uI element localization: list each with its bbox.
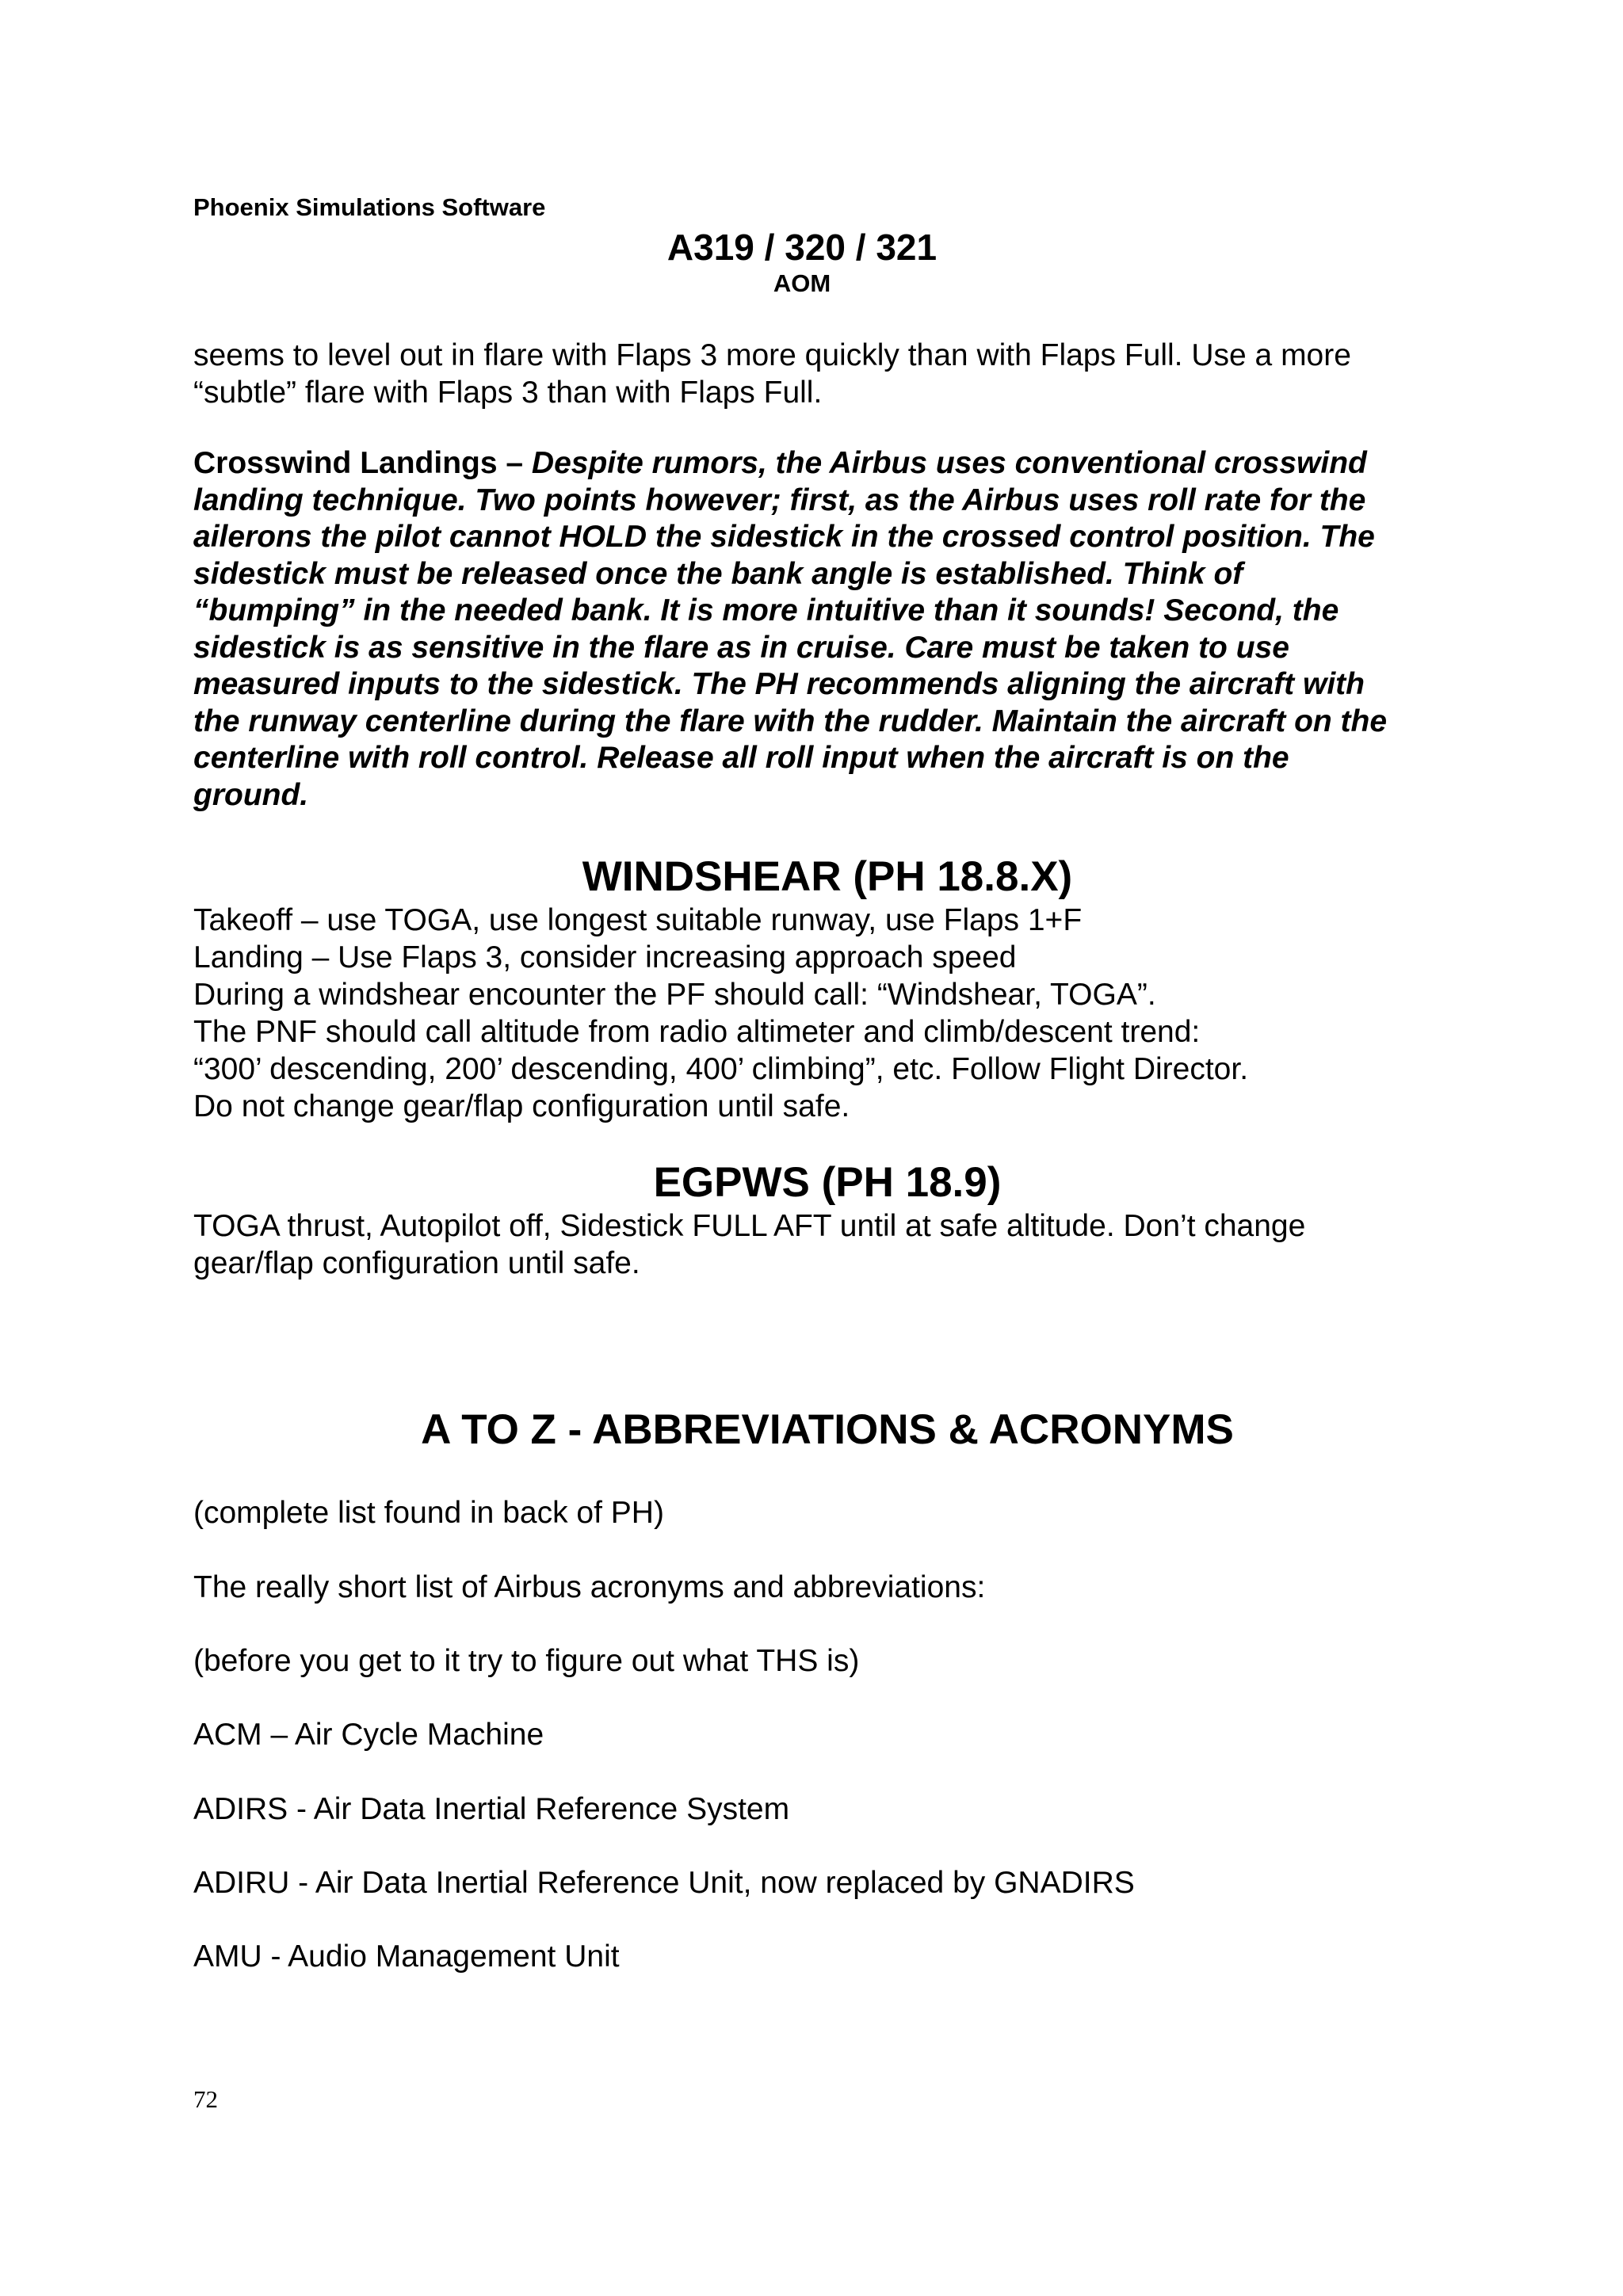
flare-note-line: “subtle” flare with Flaps 3 than with Flaps Full. bbox=[193, 376, 823, 410]
egpws-paragraph bbox=[193, 1207, 1461, 1282]
crosswind-line: the runway centerline during the flare with the rudder. Maintain the aircraft on the bbox=[193, 704, 1388, 738]
crosswind-line: ailerons the pilot cannot HOLD the sidestick in the crossed control position. The bbox=[193, 520, 1375, 554]
crosswind-line: Despite rumors, the Airbus uses conventional crosswind bbox=[523, 446, 1367, 480]
crosswind-line: sidestick is as sensitive in the flare as in cruise. Care must be taken to use bbox=[193, 630, 1289, 665]
abbreviations-intro-line: The really short list of Airbus acronyms and abbreviations: bbox=[193, 1570, 986, 1604]
windshear-line: “300’ descending, 200’ descending, 400’ climbing”, etc. Follow Flight Director. bbox=[193, 1052, 1249, 1086]
windshear-line: Takeoff – use TOGA, use longest suitable runway, use Flaps 1+F bbox=[193, 903, 1083, 937]
page-number: 72 bbox=[193, 2085, 218, 2113]
windshear-heading: WINDSHEAR (PH 18.8.X) bbox=[582, 853, 1073, 900]
crosswind-line: sidestick must be released once the bank angle is established. Think of bbox=[193, 556, 1243, 591]
crosswind-line: centerline with roll control. Release all roll input when the aircraft is on the bbox=[193, 741, 1289, 775]
abbreviation-item: ACM – Air Cycle Machine bbox=[193, 1718, 544, 1752]
crosswind-line: measured inputs to the sidestick. The PH recommends aligning the aircraft with bbox=[193, 667, 1365, 701]
windshear-line: Landing – Use Flaps 3, consider increasing approach speed bbox=[193, 940, 1017, 974]
document-code: AOM bbox=[773, 269, 831, 297]
abbreviation-item: AMU - Audio Management Unit bbox=[193, 1939, 620, 1974]
egpws-heading: EGPWS (PH 18.9) bbox=[653, 1159, 1002, 1206]
windshear-line: The PNF should call altitude from radio altimeter and climb/descent trend: bbox=[193, 1015, 1201, 1049]
company-name: Phoenix Simulations Software bbox=[193, 193, 546, 221]
crosswind-paragraph bbox=[193, 445, 1461, 814]
aircraft-model-title: A319 / 320 / 321 bbox=[666, 227, 938, 268]
egpws-line: gear/flap configuration until safe. bbox=[193, 1246, 640, 1280]
abbreviations-heading: A TO Z - ABBREVIATIONS & ACRONYMS bbox=[421, 1406, 1234, 1453]
flare-note-paragraph bbox=[193, 337, 1461, 411]
abbreviations-intro-line: (complete list found in back of PH) bbox=[193, 1496, 664, 1530]
abbreviation-item: ADIRU - Air Data Inertial Reference Unit, now replaced by GNADIRS bbox=[193, 1866, 1135, 1900]
abbreviations-intro-line: (before you get to it try to figure out what THS is) bbox=[193, 1644, 860, 1678]
egpws-line: TOGA thrust, Autopilot off, Sidestick FULL AFT until at safe altitude. Don’t change bbox=[193, 1209, 1306, 1243]
windshear-line: During a windshear encounter the PF should call: “Windshear, TOGA”. bbox=[193, 978, 1156, 1012]
crosswind-line: landing technique. Two points however; first, as the Airbus uses roll rate for the bbox=[193, 482, 1366, 517]
crosswind-lead: Crosswind Landings – bbox=[193, 446, 524, 480]
abbreviation-item: ADIRS - Air Data Inertial Reference System bbox=[193, 1792, 790, 1826]
flare-note-line: seems to level out in flare with Flaps 3 more quickly than with Flaps Full. Use a more bbox=[193, 338, 1351, 372]
crosswind-line: ground. bbox=[193, 777, 309, 812]
crosswind-first-line bbox=[193, 445, 1461, 482]
windshear-line: Do not change gear/flap configuration until safe. bbox=[193, 1089, 850, 1123]
windshear-paragraph bbox=[193, 902, 1461, 1125]
crosswind-line: “bumping” in the needed bank. It is more intuitive than it sounds! Second, the bbox=[193, 593, 1339, 627]
